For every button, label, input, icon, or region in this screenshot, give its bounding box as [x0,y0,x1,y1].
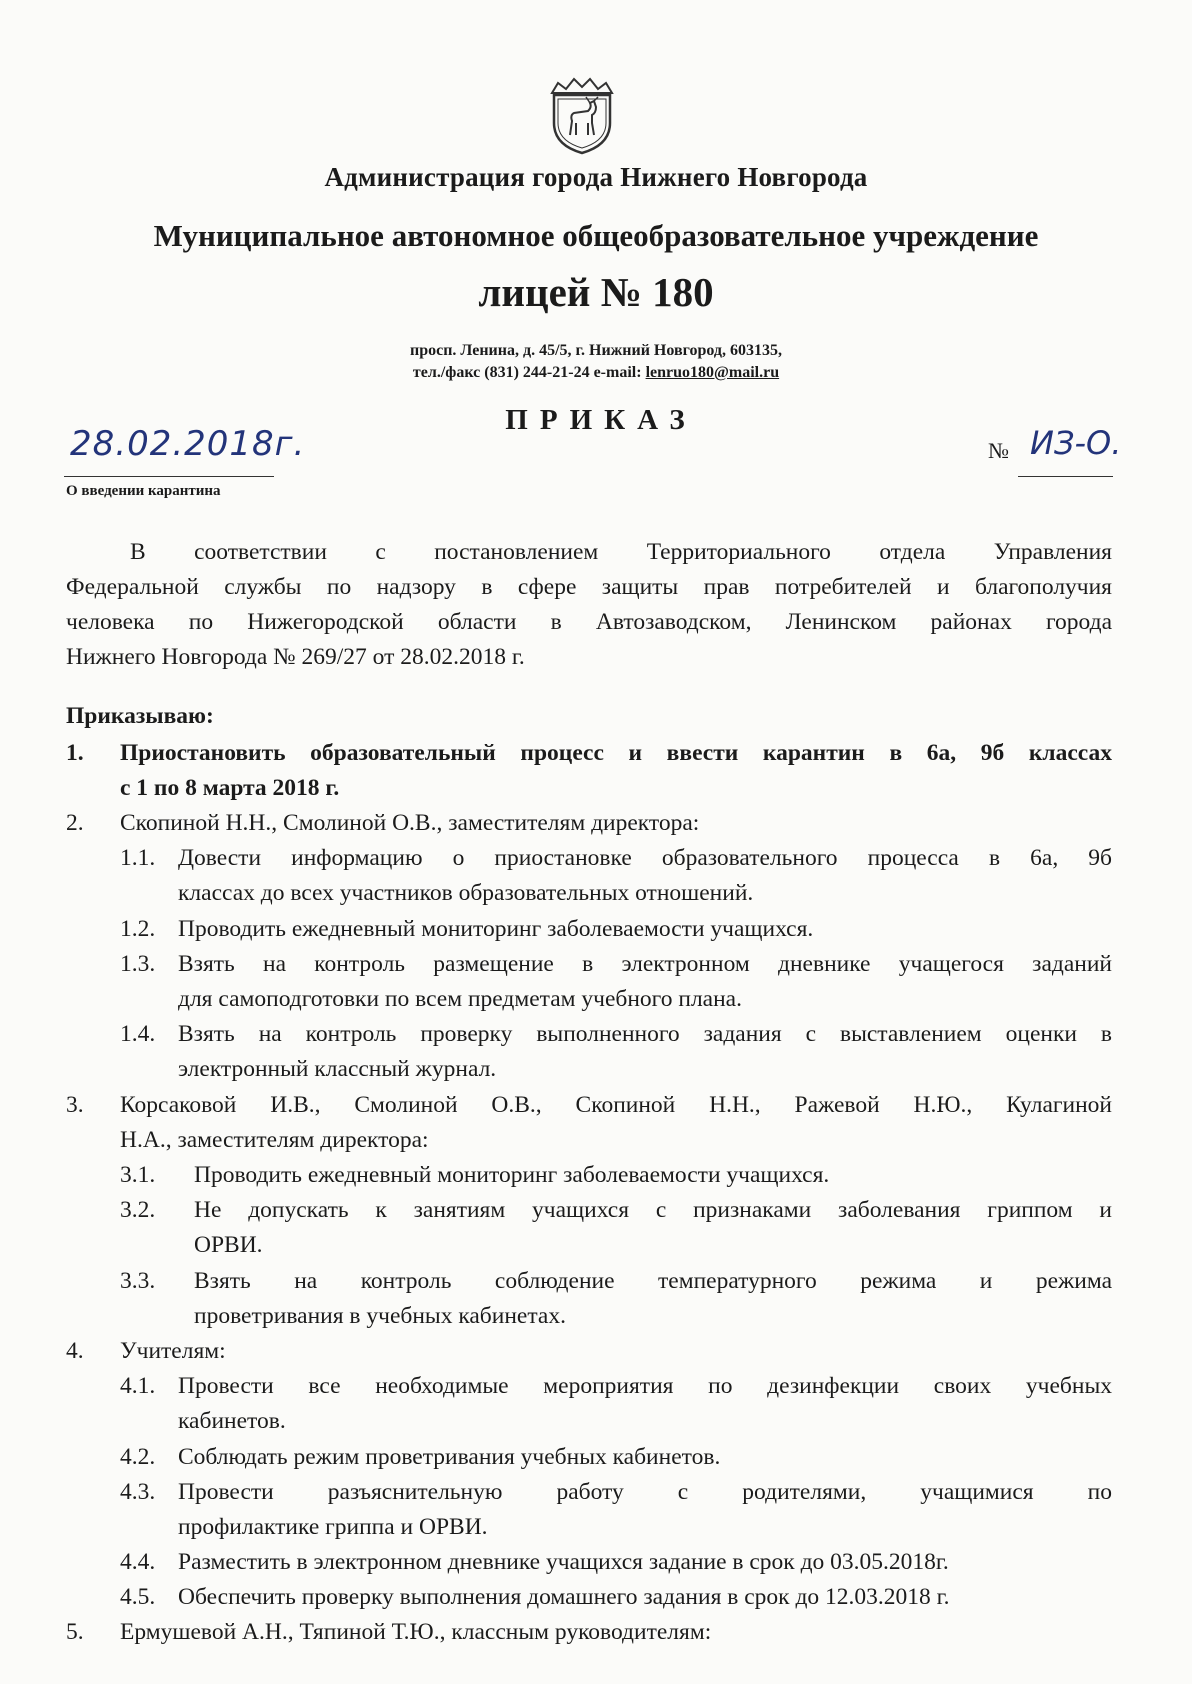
item-number: 2. [66,810,84,836]
item-line: Взять на контроль размещение в электронном дневнике учащегося заданий [178,951,1112,977]
subitem-text [178,1475,1112,1545]
item-line: классах до всех участников образовательных отношений. [178,880,754,906]
address-block [0,340,1192,384]
item-line: электронный классный журнал. [178,1056,497,1082]
item-line: Н.А., заместителям директора: [120,1127,429,1153]
subitem-text [194,1193,1112,1263]
lyceum-title: лицей № 180 [478,269,714,315]
subitem-text [178,841,1112,911]
intro-line: человека по Нижегородской области в Автозаводском, Ленинском районах города [66,609,1112,635]
item-text: Скопиной Н.Н., Смолиной О.В., заместителям директора: [120,810,700,836]
item-number: 1. [66,740,84,766]
item-text: Ермушевой А.Н., Тяпиной Т.Ю., классным руководителям: [120,1619,712,1645]
subitem-number: 1.2. [120,916,156,942]
subitem-text: Соблюдать режим проветривания учебных кабинетов. [178,1444,721,1470]
subitem-number: 1.1. [120,845,156,871]
subitem-text: Разместить в электронном дневнике учащихся задание в срок до 03.05.2018г. [178,1549,949,1575]
item-text [120,1088,1112,1158]
item-number: 4. [66,1338,84,1364]
subitem-number: 4.3. [120,1479,156,1505]
item-line: Корсаковой И.В., Смолиной О.В., Скопиной Н.Н., Ражевой Н.Ю., Кулагиной [120,1092,1112,1118]
handwritten-date: 28.02.2018г. [70,424,306,464]
item-number: 5. [66,1619,84,1645]
handwritten-order-number: ИЗ-О. [1030,424,1122,462]
item-text [120,736,1112,806]
subitem-number: 4.1. [120,1373,156,1399]
contact-line [0,362,1192,384]
address-line: просп. Ленина, д. 45/5, г. Нижний Новгород, 603135, [409,342,782,359]
intro-line: Федеральной службы по надзору в сфере защиты прав потребителей и благополучия [66,574,1112,600]
item-line: кабинетов. [178,1408,286,1434]
subitem-text [178,1369,1112,1439]
subitem-number: 4.2. [120,1444,156,1470]
subitem-text [178,1017,1112,1087]
date-underline [64,476,274,477]
item-line: Довести информацию о приостановке образовательного процесса в 6а, 9б [178,845,1112,871]
intro-paragraph [66,535,1112,675]
item-text: Учителям: [120,1338,226,1364]
order-number-label: № [988,438,1009,463]
subitem-text: Обеспечить проверку выполнения домашнего задания в срок до 12.03.2018 г. [178,1584,950,1610]
item-line: для самоподготовки по всем предметам учебного плана. [178,986,742,1012]
subitem-number: 3.3. [120,1268,156,1294]
subitem-number: 3.2. [120,1197,156,1223]
item-line: Провести разъяснительную работу с родителями, учащимися по [178,1479,1112,1505]
item-line: Приостановить образовательный процесс и ввести карантин в 6а, 9б классах [120,740,1112,766]
subitem-text: Проводить ежедневный мониторинг заболеваемости учащихся. [178,916,814,942]
subitem-number: 1.4. [120,1021,156,1047]
orders-heading: Приказываю: [66,703,214,729]
subitem-text: Проводить ежедневный мониторинг заболеваемости учащихся. [194,1162,830,1188]
item-line: Взять на контроль проверку выполненного задания с выставлением оценки в [178,1021,1112,1047]
subitem-number: 1.3. [120,951,156,977]
institution-title: Муниципальное автономное общеобразовательное учреждение [153,218,1039,253]
subitem-text [178,947,1112,1017]
subitem-text [194,1264,1112,1334]
phone-text: тел./факс (831) 244-21-24 e-mail: [412,364,646,381]
number-underline [1018,476,1113,477]
subitem-number: 3.1. [120,1162,156,1188]
item-line: Взять на контроль соблюдение температурного режима и режима [194,1268,1112,1294]
subitem-number: 4.4. [120,1549,156,1575]
item-line: с 1 по 8 марта 2018 г. [120,775,340,801]
item-line: ОРВИ. [194,1232,263,1258]
item-line: Провести все необходимые мероприятия по дезинфекции своих учебных [178,1373,1112,1399]
administration-title: Администрация города Нижнего Новгорода [324,162,868,192]
item-line: профилактике гриппа и ОРВИ. [178,1514,488,1540]
intro-line: Нижнего Новгорода № 269/27 от 28.02.2018 г. [66,644,525,670]
item-number: 3. [66,1092,84,1118]
coat-of-arms-icon [544,73,620,155]
order-title: ПРИКАЗ [505,404,697,436]
intro-line: В соответствии с постановлением Территориального отдела Управления [130,539,1112,565]
item-line: Не допускать к занятиям учащихся с признаками заболевания гриппом и [194,1197,1112,1223]
email-text: lenruo180@mail.ru [645,364,780,381]
order-subject: О введении карантина [66,483,221,499]
item-line: проветривания в учебных кабинетах. [194,1303,566,1329]
subitem-number: 4.5. [120,1584,156,1610]
